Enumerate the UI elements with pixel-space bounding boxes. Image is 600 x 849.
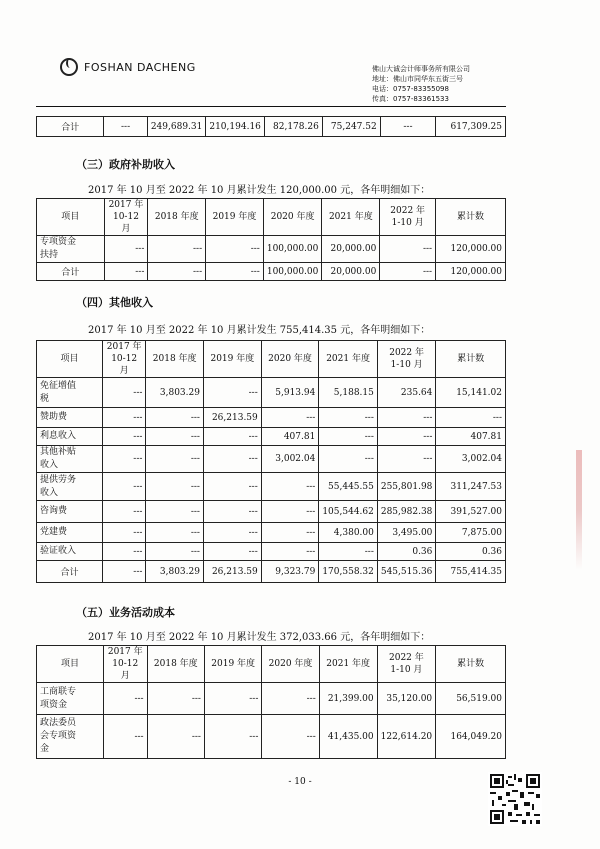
table-row bbox=[37, 561, 506, 583]
column-header: 项目 bbox=[37, 199, 105, 236]
column-header: 2018 年度 bbox=[146, 341, 204, 378]
table-cell: 41,435.00 bbox=[319, 715, 377, 759]
table-cell: 20,000.00 bbox=[322, 263, 380, 281]
section-description: 2017 年 10 月至 2022 年 10 月累计发生 372,033.66 元，各年明细如下： bbox=[88, 632, 431, 643]
row-label: 免征增值 税 bbox=[37, 378, 103, 408]
detail-table bbox=[36, 340, 506, 583]
table-cell: 255,801.98 bbox=[377, 473, 436, 501]
column-header: 2022 年 1-10 月 bbox=[377, 646, 436, 683]
table-row bbox=[37, 428, 506, 446]
table-cell: 21,399.00 bbox=[319, 683, 377, 715]
table-cell: --- bbox=[146, 408, 204, 428]
table-cell: --- bbox=[261, 543, 319, 561]
table-cell: 7,875.00 bbox=[436, 523, 506, 543]
column-header: 2019 年度 bbox=[204, 646, 261, 683]
logo-text: FOSHAN DACHENG bbox=[84, 60, 196, 74]
table-cell: --- bbox=[204, 683, 261, 715]
table-row bbox=[37, 446, 506, 473]
table-cell: --- bbox=[261, 523, 319, 543]
table-cell: --- bbox=[203, 523, 261, 543]
table-cell: 15,141.02 bbox=[436, 378, 506, 408]
firm-phone: 电话：0757-83355098 bbox=[372, 85, 449, 93]
table-row bbox=[37, 501, 506, 523]
table-cell: --- bbox=[377, 446, 436, 473]
table-cell: 407.81 bbox=[436, 428, 506, 446]
row-label: 合计 bbox=[37, 561, 103, 583]
table-cell: --- bbox=[319, 428, 378, 446]
table-cell: --- bbox=[319, 543, 378, 561]
table-cell: --- bbox=[206, 236, 264, 263]
row-label: 验证收入 bbox=[37, 543, 103, 561]
table-cell: 3,803.29 bbox=[146, 378, 204, 408]
table-cell: --- bbox=[102, 408, 145, 428]
table-cell: 311,247.53 bbox=[436, 473, 506, 501]
table-cell: --- bbox=[104, 236, 148, 263]
continued-total-table bbox=[36, 116, 506, 137]
table-cell: 26,213.59 bbox=[203, 561, 261, 583]
table-cell: --- bbox=[203, 428, 261, 446]
table-cell: 170,558.32 bbox=[319, 561, 378, 583]
row-label: 政法委员 会专项资 金 bbox=[37, 715, 104, 759]
table-cell: 75,247.52 bbox=[322, 117, 380, 137]
column-header: 项目 bbox=[37, 646, 104, 683]
page-number: - 10 - bbox=[288, 777, 312, 787]
table-cell: --- bbox=[102, 501, 145, 523]
section-description: 2017 年 10 月至 2022 年 10 月累计发生 755,414.35 元，各年明细如下： bbox=[88, 325, 431, 336]
table-cell: 9,323.79 bbox=[261, 561, 319, 583]
column-header: 2021 年度 bbox=[322, 199, 380, 236]
table-row bbox=[37, 236, 506, 263]
row-label: 赞助费 bbox=[37, 408, 103, 428]
table-row bbox=[37, 543, 506, 561]
table-cell: --- bbox=[146, 501, 204, 523]
column-header: 2020 年度 bbox=[261, 341, 319, 378]
table-cell: --- bbox=[203, 501, 261, 523]
table-cell: --- bbox=[319, 408, 378, 428]
section-description: 2017 年 10 月至 2022 年 10 月累计发生 120,000.00 元，各年明细如下： bbox=[88, 185, 431, 196]
table-cell: 35,120.00 bbox=[377, 683, 436, 715]
table-cell: 391,527.00 bbox=[436, 501, 506, 523]
detail-table bbox=[36, 198, 506, 281]
table-cell: --- bbox=[146, 446, 204, 473]
column-header: 2022 年 1-10 月 bbox=[380, 199, 436, 236]
table-cell: --- bbox=[261, 473, 319, 501]
table-cell: --- bbox=[104, 117, 148, 137]
table-row bbox=[37, 117, 506, 137]
table-cell: --- bbox=[377, 408, 436, 428]
table-row bbox=[37, 473, 506, 501]
firm-logo bbox=[60, 58, 196, 76]
firm-fax: 传真：0757-83361533 bbox=[372, 95, 449, 103]
table-cell: 164,049.20 bbox=[436, 715, 506, 759]
qr-code-icon bbox=[488, 772, 542, 826]
firm-info bbox=[372, 64, 470, 104]
section-title: （三）政府补助收入 bbox=[76, 158, 175, 171]
table-cell: 3,002.04 bbox=[261, 446, 319, 473]
row-label: 咨询费 bbox=[37, 501, 103, 523]
firm-name: 佛山大诚会计师事务所有限公司 bbox=[372, 65, 470, 73]
column-header: 2019 年度 bbox=[206, 199, 264, 236]
column-header: 2020 年度 bbox=[263, 199, 322, 236]
table-row bbox=[37, 683, 506, 715]
table-row bbox=[37, 408, 506, 428]
table-cell: --- bbox=[261, 501, 319, 523]
table-cell: 0.36 bbox=[377, 543, 436, 561]
section-title: （五）业务活动成本 bbox=[76, 606, 175, 619]
row-label: 专项资金 扶持 bbox=[37, 236, 105, 263]
table-cell: --- bbox=[102, 523, 145, 543]
table-cell: 617,309.25 bbox=[436, 117, 506, 137]
table-cell: --- bbox=[147, 715, 204, 759]
table-cell: --- bbox=[146, 473, 204, 501]
table-cell: 122,614.20 bbox=[377, 715, 436, 759]
table-cell: 5,913.94 bbox=[261, 378, 319, 408]
column-header: 累计数 bbox=[436, 341, 506, 378]
table-cell: 120,000.00 bbox=[436, 263, 506, 281]
table-row bbox=[37, 263, 506, 281]
table-cell: --- bbox=[147, 683, 204, 715]
column-header: 2018 年度 bbox=[148, 199, 206, 236]
table-cell: --- bbox=[148, 263, 206, 281]
column-header: 2021 年度 bbox=[319, 341, 378, 378]
column-header: 2018 年度 bbox=[147, 646, 204, 683]
table-header-row bbox=[37, 199, 506, 236]
column-header: 2021 年度 bbox=[319, 646, 377, 683]
table-cell: --- bbox=[380, 236, 436, 263]
table-cell: --- bbox=[380, 263, 436, 281]
table-cell: 55,445.55 bbox=[319, 473, 378, 501]
table-cell: 3,002.04 bbox=[436, 446, 506, 473]
row-label: 工商联专 项资金 bbox=[37, 683, 104, 715]
column-header: 项目 bbox=[37, 341, 103, 378]
table-cell: --- bbox=[203, 378, 261, 408]
table-cell: 20,000.00 bbox=[322, 236, 380, 263]
table-cell: --- bbox=[102, 428, 145, 446]
table-cell: --- bbox=[102, 473, 145, 501]
table-cell: --- bbox=[436, 408, 506, 428]
column-header: 累计数 bbox=[436, 199, 506, 236]
table-cell: 3,495.00 bbox=[377, 523, 436, 543]
table-cell: 285,982.38 bbox=[377, 501, 436, 523]
table-cell: 407.81 bbox=[261, 428, 319, 446]
table-cell: 235.64 bbox=[377, 378, 436, 408]
table-cell: --- bbox=[261, 408, 319, 428]
row-label: 合计 bbox=[37, 117, 104, 137]
table-cell: 105,544.62 bbox=[319, 501, 378, 523]
table-cell: 120,000.00 bbox=[436, 236, 506, 263]
table-cell: --- bbox=[146, 428, 204, 446]
table-cell: --- bbox=[204, 715, 261, 759]
table-cell: --- bbox=[262, 715, 319, 759]
table-cell: --- bbox=[146, 523, 204, 543]
row-label: 提供劳务 收入 bbox=[37, 473, 103, 501]
section-title: （四）其他收入 bbox=[76, 296, 153, 309]
table-cell: --- bbox=[102, 378, 145, 408]
column-header: 2022 年 1-10 月 bbox=[377, 341, 436, 378]
column-header: 2019 年度 bbox=[203, 341, 261, 378]
table-cell: 0.36 bbox=[436, 543, 506, 561]
column-header: 2017 年 10-12 月 bbox=[104, 199, 148, 236]
table-cell: --- bbox=[377, 428, 436, 446]
column-header: 累计数 bbox=[436, 646, 506, 683]
header-rule bbox=[36, 106, 506, 107]
table-cell: --- bbox=[104, 263, 148, 281]
seal-edge-mark bbox=[576, 450, 582, 570]
row-label: 利息收入 bbox=[37, 428, 103, 446]
firm-address: 地址：佛山市同华东五街三号 bbox=[372, 75, 463, 83]
table-cell: 210,194.16 bbox=[206, 117, 265, 137]
table-cell: --- bbox=[102, 543, 145, 561]
table-cell: 82,178.26 bbox=[264, 117, 322, 137]
table-cell: 5,188.15 bbox=[319, 378, 378, 408]
table-cell: --- bbox=[206, 263, 264, 281]
table-cell: --- bbox=[319, 446, 378, 473]
table-row bbox=[37, 378, 506, 408]
table-row bbox=[37, 715, 506, 759]
table-cell: 755,414.35 bbox=[436, 561, 506, 583]
table-cell: --- bbox=[203, 473, 261, 501]
table-cell: 26,213.59 bbox=[203, 408, 261, 428]
table-cell: --- bbox=[102, 561, 145, 583]
table-cell: --- bbox=[103, 683, 147, 715]
table-cell: --- bbox=[103, 715, 147, 759]
table-row bbox=[37, 523, 506, 543]
table-cell: 545,515.36 bbox=[377, 561, 436, 583]
row-label: 合计 bbox=[37, 263, 105, 281]
table-cell: 100,000.00 bbox=[263, 236, 322, 263]
column-header: 2017 年 10-12 月 bbox=[102, 341, 145, 378]
table-cell: --- bbox=[146, 543, 204, 561]
row-label: 其他补贴 收入 bbox=[37, 446, 103, 473]
table-cell: --- bbox=[203, 446, 261, 473]
logo-icon bbox=[60, 58, 78, 76]
table-cell: --- bbox=[262, 683, 319, 715]
table-cell: --- bbox=[148, 236, 206, 263]
table-cell: 3,803.29 bbox=[146, 561, 204, 583]
detail-table bbox=[36, 645, 506, 759]
table-cell: --- bbox=[102, 446, 145, 473]
column-header: 2017 年 10-12 月 bbox=[103, 646, 147, 683]
table-cell: --- bbox=[203, 543, 261, 561]
table-header-row bbox=[37, 341, 506, 378]
table-header-row bbox=[37, 646, 506, 683]
column-header: 2020 年度 bbox=[262, 646, 319, 683]
table-cell: --- bbox=[380, 117, 435, 137]
table-cell: 4,380.00 bbox=[319, 523, 378, 543]
row-label: 党建费 bbox=[37, 523, 103, 543]
table-cell: 249,689.31 bbox=[147, 117, 206, 137]
table-cell: 100,000.00 bbox=[263, 263, 322, 281]
table-cell: 56,519.00 bbox=[436, 683, 506, 715]
